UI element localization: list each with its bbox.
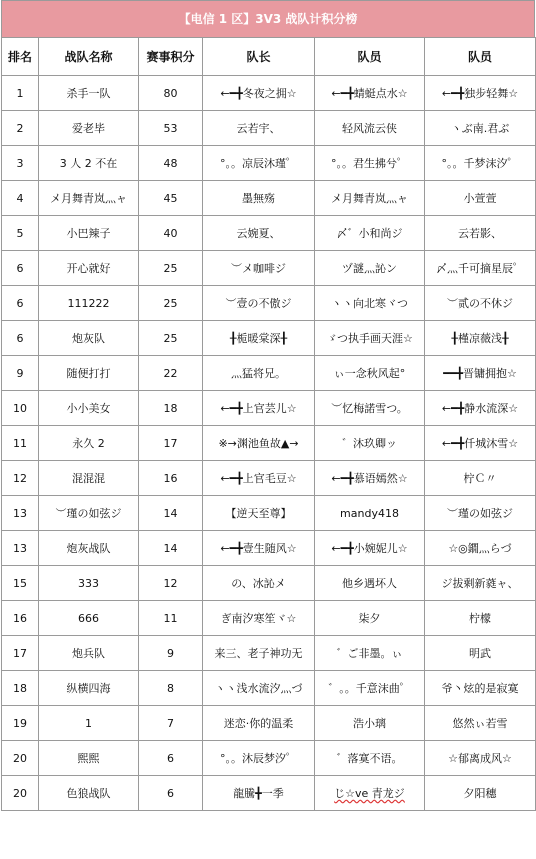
cell-member-2: ←━╋仟城沐雪☆ — [425, 426, 536, 461]
cell-captain: 灬猛将兄。 — [203, 356, 315, 391]
table-row — [2, 426, 536, 461]
cell-member-1: 他乡遇坏人 — [315, 566, 425, 601]
cell-score: 45 — [139, 181, 203, 216]
cell-score: 48 — [139, 146, 203, 181]
cell-rank: 20 — [2, 741, 39, 776]
cell-member-1: ゛。。千意沫曲゜ — [315, 671, 425, 706]
cell-team: 小小美女 — [39, 391, 139, 426]
cell-member-2: ジ拔剩新蕤ャ、 — [425, 566, 536, 601]
cell-captain: ぎ南汐寒笙ヾ☆ — [203, 601, 315, 636]
header-captain: 队长 — [203, 38, 315, 76]
table-row — [2, 741, 536, 776]
cell-captain: ╂栀暖棠深╂ — [203, 321, 315, 356]
cell-score: 8 — [139, 671, 203, 706]
cell-member-1: ︶忆梅諾雪つ。 — [315, 391, 425, 426]
table-row — [2, 111, 536, 146]
table-row — [2, 776, 536, 811]
cell-rank: 20 — [2, 776, 39, 811]
cell-team: 3 人 2 不在 — [39, 146, 139, 181]
cell-rank: 16 — [2, 601, 39, 636]
cell-team: 666 — [39, 601, 139, 636]
cell-team: 永久 2 — [39, 426, 139, 461]
cell-score: 16 — [139, 461, 203, 496]
cell-rank: 13 — [2, 531, 39, 566]
cell-score: 53 — [139, 111, 203, 146]
cell-member-1: ゛ご非墨。ぃ — [315, 636, 425, 671]
cell-member-1: ←━╋小婉妮儿☆ — [315, 531, 425, 566]
cell-member-1: ←━╋蜻蜓点水☆ — [315, 76, 425, 111]
ranking-table — [1, 37, 536, 811]
cell-member-2: ←━╋静水流深☆ — [425, 391, 536, 426]
table-row — [2, 566, 536, 601]
cell-team: 1 — [39, 706, 139, 741]
table-row — [2, 321, 536, 356]
cell-captain: ←━╋上官芸儿☆ — [203, 391, 315, 426]
header-member-1: 队员 — [315, 38, 425, 76]
table-row — [2, 216, 536, 251]
cell-rank: 12 — [2, 461, 39, 496]
table-row — [2, 286, 536, 321]
cell-captain: 云婉夏、 — [203, 216, 315, 251]
header-member-2: 队员 — [425, 38, 536, 76]
cell-team: 熙熙 — [39, 741, 139, 776]
cell-member-1: mandy418 — [315, 496, 425, 531]
cell-team: 随便打打 — [39, 356, 139, 391]
cell-captain: 【逆天至尊】 — [203, 496, 315, 531]
cell-rank: 17 — [2, 636, 39, 671]
table-row — [2, 531, 536, 566]
cell-rank: 6 — [2, 286, 39, 321]
cell-member-1: ヅ謎灬訫ン — [315, 251, 425, 286]
header-rank: 排名 — [2, 38, 39, 76]
table-row — [2, 76, 536, 111]
cell-captain: ←━╋上官毛豆☆ — [203, 461, 315, 496]
cell-team: 111222 — [39, 286, 139, 321]
cell-captain: 来三、老子神功无 — [203, 636, 315, 671]
cell-score: 40 — [139, 216, 203, 251]
table-row — [2, 356, 536, 391]
cell-member-1: °。。君生拂兮゜ — [315, 146, 425, 181]
cell-member-1: ヽヽ向北寒ヾつ — [315, 286, 425, 321]
cell-member-1: 柒夕 — [315, 601, 425, 636]
cell-team: 炮灰战队 — [39, 531, 139, 566]
table-row — [2, 706, 536, 741]
cell-member-1: メ月舞青岚灬ャ — [315, 181, 425, 216]
cell-rank: 18 — [2, 671, 39, 706]
header-row — [2, 38, 536, 76]
cell-team: 炮兵队 — [39, 636, 139, 671]
table-row — [2, 496, 536, 531]
cell-member-2: 柠Ｃ〃 — [425, 461, 536, 496]
cell-rank: 10 — [2, 391, 39, 426]
cell-team: 混混混 — [39, 461, 139, 496]
cell-team: 开心就好 — [39, 251, 139, 286]
cell-member-1: ゛沐玖卿ッ — [315, 426, 425, 461]
cell-score: 17 — [139, 426, 203, 461]
cell-score: 6 — [139, 776, 203, 811]
cell-score: 12 — [139, 566, 203, 601]
cell-member-1: 轻风流云侠 — [315, 111, 425, 146]
cell-captain: °。。凉辰沐瑾゜ — [203, 146, 315, 181]
header-team: 战队名称 — [39, 38, 139, 76]
cell-member-1: じ☆ve 青龙ジ — [315, 776, 425, 811]
cell-team: 333 — [39, 566, 139, 601]
cell-captain: ︶壹の不傲ジ — [203, 286, 315, 321]
cell-member-2: 爷丶炫的是寂寞 — [425, 671, 536, 706]
cell-rank: 6 — [2, 321, 39, 356]
cell-captain: ︶メ咖啡ジ — [203, 251, 315, 286]
cell-score: 14 — [139, 531, 203, 566]
cell-team: 爱老毕 — [39, 111, 139, 146]
table-title: 【电信 1 区】3V3 战队计积分榜 — [1, 0, 535, 37]
table-row — [2, 391, 536, 426]
cell-member-2: 悠然ぃ若雪 — [425, 706, 536, 741]
cell-score: 25 — [139, 286, 203, 321]
cell-member-2: ︶瑾の如弦ジ — [425, 496, 536, 531]
cell-member-2: ☆郁离成风☆ — [425, 741, 536, 776]
cell-score: 9 — [139, 636, 203, 671]
cell-captain: の、冰訫メ — [203, 566, 315, 601]
cell-team: 色狼战队 — [39, 776, 139, 811]
cell-rank: 9 — [2, 356, 39, 391]
cell-rank: 1 — [2, 76, 39, 111]
cell-member-2: ╂槿凉薇浅╂ — [425, 321, 536, 356]
cell-captain: ヽヽ浅水流汐灬づ — [203, 671, 315, 706]
cell-captain: 迷恋·你的温柔 — [203, 706, 315, 741]
cell-captain: ←━╋冬夜之拥☆ — [203, 76, 315, 111]
cell-score: 14 — [139, 496, 203, 531]
cell-member-2: °。。千梦沫汐゜ — [425, 146, 536, 181]
cell-member-2: 〆灬千可摘星辰゜ — [425, 251, 536, 286]
cell-rank: 11 — [2, 426, 39, 461]
cell-captain: ※→渊池鱼故▲→ — [203, 426, 315, 461]
cell-rank: 3 — [2, 146, 39, 181]
cell-rank: 5 — [2, 216, 39, 251]
cell-member-1: 〆゛小和尚ジ — [315, 216, 425, 251]
cell-team: ︶瑾の如弦ジ — [39, 496, 139, 531]
cell-captain: 墨無殇 — [203, 181, 315, 216]
table-row — [2, 601, 536, 636]
cell-member-2: 柠檬 — [425, 601, 536, 636]
cell-score: 6 — [139, 741, 203, 776]
cell-score: 18 — [139, 391, 203, 426]
cell-rank: 2 — [2, 111, 39, 146]
cell-member-1: 浩小璃 — [315, 706, 425, 741]
cell-member-2: 夕阳穗 — [425, 776, 536, 811]
cell-score: 11 — [139, 601, 203, 636]
cell-member-2: 小萱萱 — [425, 181, 536, 216]
cell-rank: 13 — [2, 496, 39, 531]
cell-captain: °。。沐辰梦汐゜ — [203, 741, 315, 776]
cell-member-2: 明武 — [425, 636, 536, 671]
cell-member-2: ━━╋晋镛拥抱☆ — [425, 356, 536, 391]
cell-member-1: ぃ一念秋风起° — [315, 356, 425, 391]
cell-score: 25 — [139, 321, 203, 356]
cell-score: 25 — [139, 251, 203, 286]
cell-captain: 龍騰╋一季 — [203, 776, 315, 811]
cell-member-1: ゛落寞不语。 — [315, 741, 425, 776]
cell-member-2: ☆◎鐗灬らづ — [425, 531, 536, 566]
cell-rank: 6 — [2, 251, 39, 286]
cell-member-2: ︶贰の不休ジ — [425, 286, 536, 321]
cell-rank: 4 — [2, 181, 39, 216]
table-row — [2, 671, 536, 706]
table-row — [2, 181, 536, 216]
cell-team: 小巴辣子 — [39, 216, 139, 251]
cell-team: 炮灰队 — [39, 321, 139, 356]
cell-score: 22 — [139, 356, 203, 391]
cell-team: メ月舞青岚灬ャ — [39, 181, 139, 216]
cell-team: 纵横四海 — [39, 671, 139, 706]
cell-captain: ←━╋壹生随风☆ — [203, 531, 315, 566]
table-row — [2, 146, 536, 181]
cell-team: 杀手一队 — [39, 76, 139, 111]
cell-member-2: ←━╋独步轻舞☆ — [425, 76, 536, 111]
cell-rank: 19 — [2, 706, 39, 741]
cell-score: 7 — [139, 706, 203, 741]
cell-captain: 云若宇、 — [203, 111, 315, 146]
cell-rank: 15 — [2, 566, 39, 601]
table-row — [2, 636, 536, 671]
cell-score: 80 — [139, 76, 203, 111]
cell-member-2: ヽぶ南.君ぶ — [425, 111, 536, 146]
cell-member-2: 云若影、 — [425, 216, 536, 251]
table-row — [2, 461, 536, 496]
table-row — [2, 251, 536, 286]
header-score: 赛事积分 — [139, 38, 203, 76]
cell-member-1: ←━╋慕语嫣然☆ — [315, 461, 425, 496]
cell-member-1: ゞつ执手画天涯☆ — [315, 321, 425, 356]
